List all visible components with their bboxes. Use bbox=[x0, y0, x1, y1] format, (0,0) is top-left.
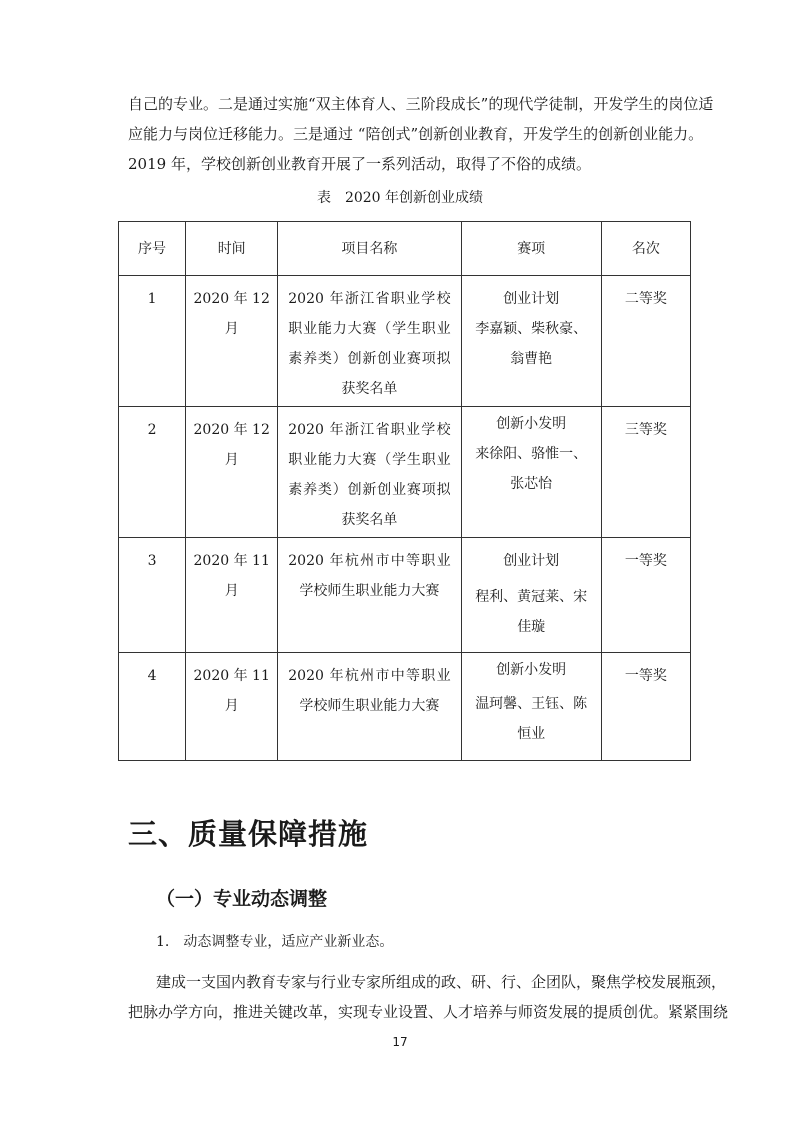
table-row bbox=[119, 276, 691, 407]
header-cell-event: 赛项 bbox=[461, 222, 601, 276]
intro-line: 2019 年，学校创新创业教育开展了一系列活动，取得了不俗的成绩。 bbox=[128, 155, 591, 173]
intro-line: 自己的专业。二是通过实施“双主体育人、三阶段成长”的现代学徒制，开发学生的岗位适 bbox=[128, 95, 714, 113]
header-cell-project: 项目名称 bbox=[278, 222, 461, 276]
item-number: 1. bbox=[156, 934, 170, 950]
cell-rank: 二等奖 bbox=[624, 291, 667, 307]
header-cell-time: 时间 bbox=[186, 222, 278, 276]
cell-no: 3 bbox=[147, 553, 157, 569]
cell-time: 2020 年 12 月 bbox=[193, 422, 270, 468]
table-caption: 表 2020 年创新创业成绩 bbox=[316, 190, 484, 206]
cell-time: 2020 年 11 月 bbox=[193, 553, 270, 599]
cell-project: 2020 年杭州市中等职业学校师生职业能力大赛 bbox=[288, 553, 451, 599]
header-cell-rank: 名次 bbox=[601, 222, 690, 276]
cell-event: 创业计划 bbox=[503, 553, 560, 569]
body-line: 建成一支国内教育专家与行业专家所组成的政、研、行、企团队，聚焦学校发展瓶颈， bbox=[156, 973, 727, 991]
intro-paragraph bbox=[128, 89, 714, 179]
cell-event: 创业计划 bbox=[503, 291, 560, 307]
cell-event: 创新小发明 bbox=[496, 662, 567, 678]
cell-no: 1 bbox=[147, 291, 157, 307]
intro-line: 应能力与岗位迁移能力。三是通过 “陪创式”创新创业教育，开发学生的创新创业能力。 bbox=[128, 125, 704, 143]
body-paragraph bbox=[128, 967, 729, 1027]
cell-project: 2020 年浙江省职业学校职业能力大赛（学生职业素养类）创新创业赛项拟获奖名单 bbox=[288, 422, 451, 528]
cell-names: 程利、黄冠莱、宋佳璇 bbox=[475, 589, 588, 635]
page-number: 17 bbox=[392, 1035, 408, 1049]
table-row bbox=[119, 653, 691, 761]
cell-project: 2020 年浙江省职业学校职业能力大赛（学生职业素养类）创新创业赛项拟获奖名单 bbox=[288, 291, 451, 397]
cell-event: 创新小发明 bbox=[496, 416, 567, 432]
cell-time: 2020 年 11 月 bbox=[193, 668, 270, 714]
cell-no: 2 bbox=[147, 422, 157, 438]
cell-names: 来徐阳、骆惟一、张芯怡 bbox=[475, 446, 588, 492]
cell-names: 李嘉颖、柴秋豪、翁曹艳 bbox=[475, 321, 588, 367]
subsection-heading: （一）专业动态调整 bbox=[156, 888, 328, 910]
table-header-row bbox=[119, 222, 691, 276]
cell-rank: 三等奖 bbox=[624, 422, 667, 438]
cell-time: 2020 年 12 月 bbox=[193, 291, 270, 337]
item-text: 动态调整专业，适应产业新业态。 bbox=[183, 934, 394, 950]
cell-project: 2020 年杭州市中等职业学校师生职业能力大赛 bbox=[288, 668, 451, 714]
cell-rank: 一等奖 bbox=[624, 668, 667, 684]
cell-names: 温珂馨、王钰、陈恒业 bbox=[475, 696, 588, 742]
body-line: 把脉办学方向，推进关键改革，实现专业设置、人才培养与师资发展的提质创优。紧紧围绕 bbox=[128, 1003, 729, 1021]
awards-table bbox=[118, 221, 691, 761]
section-heading: 三、质量保障措施 bbox=[128, 817, 369, 851]
table-row bbox=[119, 538, 691, 653]
numbered-item bbox=[156, 931, 393, 951]
header-cell-no: 序号 bbox=[119, 222, 186, 276]
table-row bbox=[119, 407, 691, 538]
cell-no: 4 bbox=[147, 668, 157, 684]
cell-rank: 一等奖 bbox=[624, 553, 667, 569]
